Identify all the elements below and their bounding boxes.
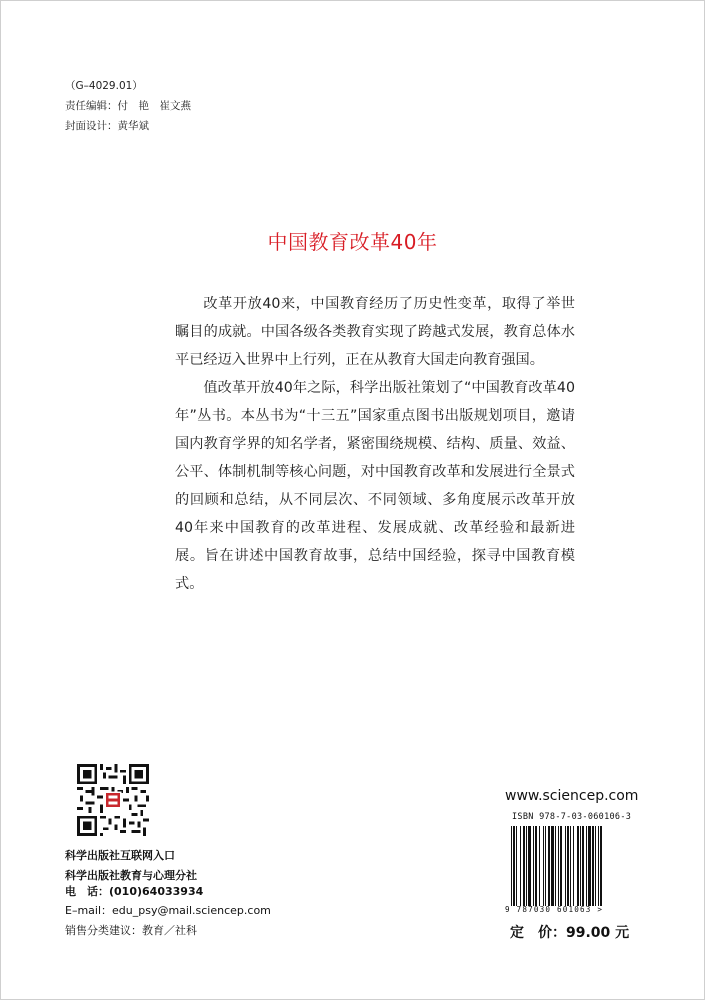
email-line: E–mail：edu_psy@mail.sciencep.com [65,904,271,917]
credits-block [65,76,191,136]
barcode-bar [598,826,599,906]
barcode-bar [582,826,584,906]
isbn-label: ISBN 978-7-03-060106-3 [512,812,632,822]
editor-names: 付 艳 崔文燕 [117,100,191,112]
contact-block [65,848,271,919]
sales-category: 销售分类建议：教育／社科 [65,924,197,937]
qr-logo-icon [104,791,121,808]
price: 定 价：99.00 元 [510,925,630,941]
designer-name: 黄华斌 [117,120,149,132]
portal-label: 科学出版社互联网入口 [65,849,175,862]
barcode-bar [539,826,540,906]
barcode-bar [558,826,559,906]
barcode-bar [548,826,550,906]
barcode-bar [523,826,525,906]
barcode-bar [600,826,602,906]
barcode-bar [520,826,521,906]
phone-line: 电 话：(010)64033934 [65,885,204,898]
barcode-bar [586,826,587,906]
barcode-bar [526,826,527,906]
barcode-bar [577,826,579,906]
designer-label: 封面设计： [65,120,118,132]
barcode-bar [560,826,562,906]
barcode-bar [592,826,594,906]
barcode-bar [545,826,546,906]
barcode-bar [551,826,554,906]
paragraph-2: 值改革开放40年之际，科学出版社策划了“中国教育改革40年”丛书。本丛书为“十三五”国家重点图书出版规划项目，邀请国内教育学界的知名学者，紧密围绕规模、结构、质量、效益、公平、体制机制等核心问题，对中国教育改革和发展进行全景式的回顾和总结，从不同层次、不同领域、多角度展示改革开放40年来中国教育的改革进程、发展成就、改革经验和最新进展。旨在讲述中国教育故事，总结中国经验，探寻中国教育模式。 [175,380,575,592]
barcode-bar [595,826,596,906]
barcode-bar [567,826,569,906]
barcode-bar [588,826,591,906]
barcode-bar [565,826,566,906]
editor-line [65,96,191,116]
barcode-bar [543,826,544,906]
barcode-bar [570,826,571,906]
barcode-bar [516,826,517,906]
barcode-bar [580,826,581,906]
website-url: www.sciencep.com [505,788,639,804]
book-title: 中国教育改革40年 [267,230,438,254]
qr-code [77,764,149,836]
barcode-bar [533,826,534,906]
description [175,290,575,598]
barcode-bar [528,826,531,906]
editor-label: 责任编辑： [65,100,118,112]
barcode-bar [535,826,537,906]
branch-name: 科学出版社教育与心理分社 [65,869,197,882]
barcode-bar [555,826,556,906]
designer-line [65,116,191,136]
book-code: （G–4029.01） [65,80,143,92]
paragraph-1: 改革开放40来，中国教育经历了历史性变革，取得了举世瞩目的成就。中国各级各类教育实现了跨越式发展，教育总体水平已经迈入世界中上行列，正在从教育大国走向教育强国。 [175,296,575,368]
isbn-digits: 9 787030 601063 > [505,905,604,914]
barcode [510,826,638,906]
barcode-bar [511,826,512,906]
barcode-bar [573,826,574,906]
barcode-bar [513,826,515,906]
